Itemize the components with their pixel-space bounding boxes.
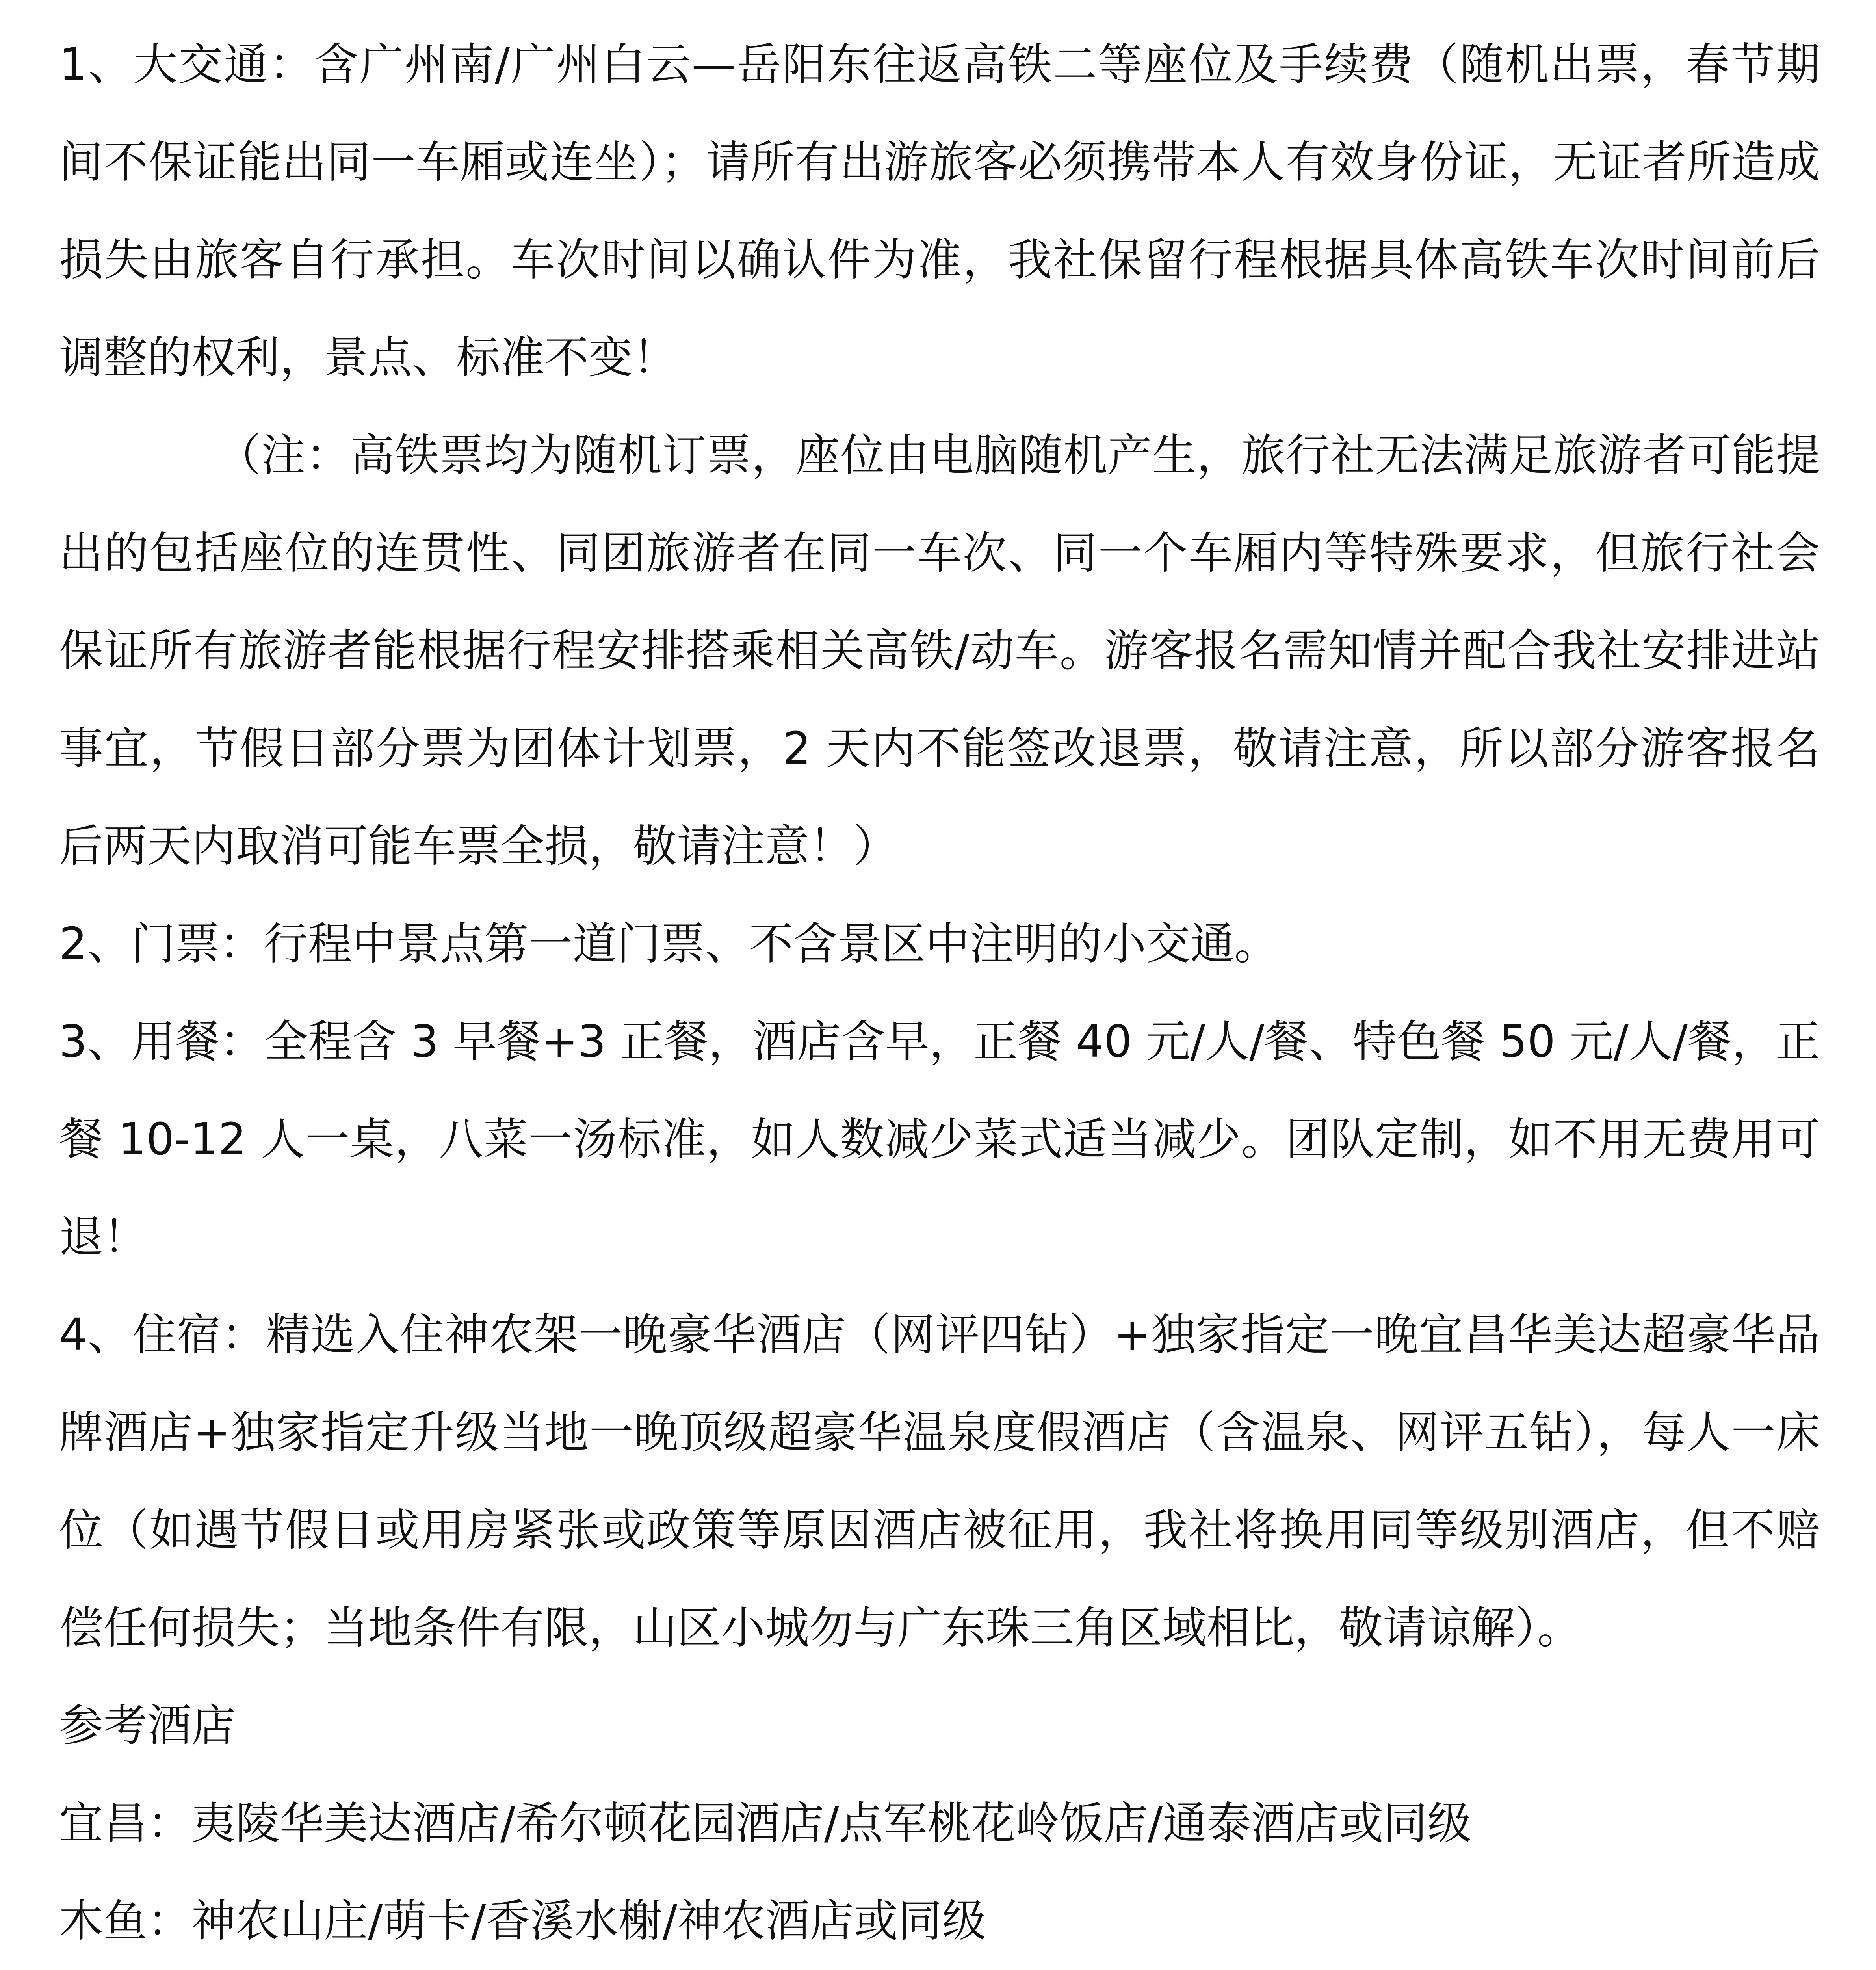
document-page <box>59 16 1820 1970</box>
section-meals: 3、用餐：全程含 3 早餐+3 正餐，酒店含早，正餐 40 元/人/餐、特色餐 50 元/人/餐，正餐 10-12 人一桌，八菜一汤标准，如人数减少菜式适当减少。团队定制，如不用无费用可退！ <box>59 1016 1820 1263</box>
reference-hotels-heading: 参考酒店 <box>59 1700 236 1751</box>
section-tickets: 2、门票：行程中景点第一道门票、不含景区中注明的小交通。 <box>59 918 1279 970</box>
transport-note: （注：高铁票均为随机订票，座位由电脑随机产生，旅行社无法满足旅游者可能提出的包括座位的连贯性、同团旅游者在同一车次、同一个车厢内等特殊要求，但旅行社会保证所有旅游者能根据行程安排搭乘相关高铁/动车。游客报名需知情并配合我社安排进站事宜，节假日部分票为团体计划票，2 天内不能签改退票，敬请注意，所以部分游客报名后两天内取消可能车票全损，敬请注意！） <box>59 430 1820 872</box>
section-transport: 1、大交通：含广州南/广州白云—岳阳东往返高铁二等座位及手续费（随机出票，春节期间不保证能出同一车厢或连坐）；请所有出游旅客必须携带本人有效身份证，无证者所造成损失由旅客自行承担。车次时间以确认件为准，我社保留行程根据具体高铁车次时间前后调整的权利，景点、标准不变！ <box>59 39 1820 383</box>
section-accommodation: 4、住宿：精选入住神农架一晚豪华酒店（网评四钻）+独家指定一晚宜昌华美达超豪华品牌酒店+独家指定升级当地一晚顶级超豪华温泉度假酒店（含温泉、网评五钻），每人一床位（如遇节假日或用房紧张或政策等原因酒店被征用，我社将换用同等级别酒店，但不赔偿任何损失；当地条件有限，山区小城勿与广东珠三角区域相比，敬请谅解）。 <box>59 1309 1820 1654</box>
hotel-muyu: 木鱼：神农山庄/萌卡/香溪水榭/神农酒店或同级 <box>59 1896 986 1947</box>
hotel-yichang: 宜昌：夷陵华美达酒店/希尔顿花园酒店/点军桃花岭饭店/通泰酒店或同级 <box>59 1798 1472 1849</box>
